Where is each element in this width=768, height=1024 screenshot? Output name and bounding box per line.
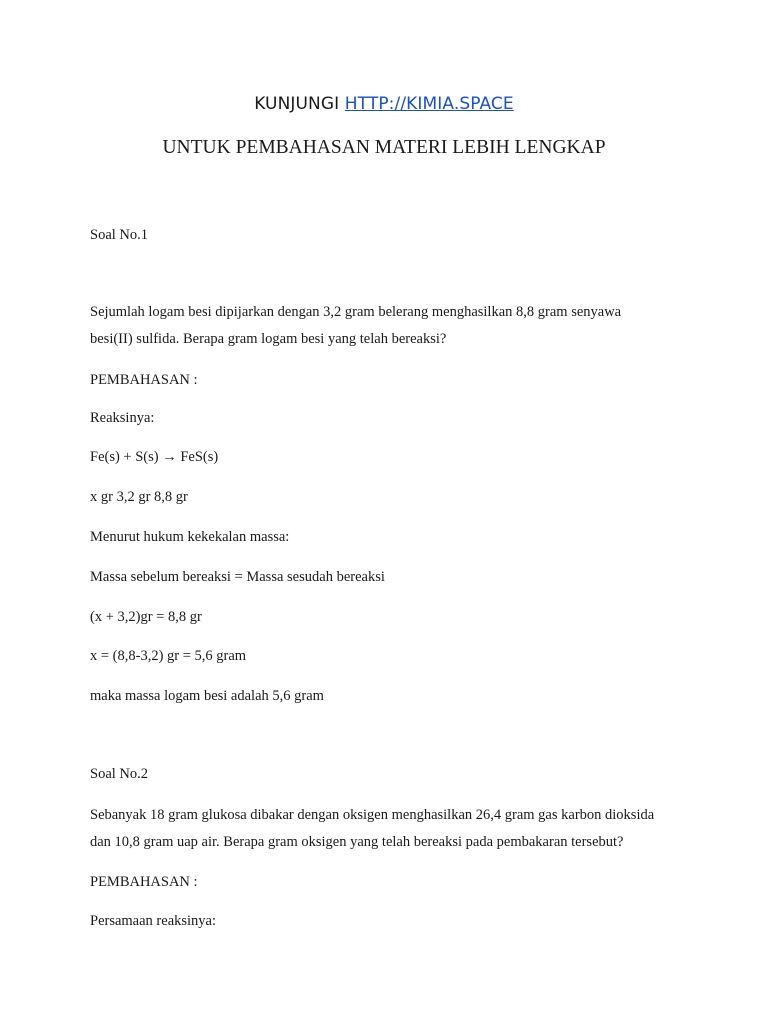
soal2-title: Soal No.2 bbox=[90, 766, 148, 782]
soal2-question-line1: Sebanyak 18 gram glukosa dibakar dengan oksigen menghasilkan 26,4 gram gas karbon dioksida bbox=[90, 807, 655, 823]
soal1-masses: x gr 3,2 gr 8,8 gr bbox=[90, 489, 188, 505]
soal2-pembahasan-heading: PEMBAHASAN : bbox=[90, 874, 198, 890]
soal1-conclusion: maka massa logam besi adalah 5,6 gram bbox=[90, 688, 324, 704]
website-link[interactable]: HTTP://KIMIA.SPACE bbox=[344, 94, 514, 114]
soal1-question-line1: Sejumlah logam besi dipijarkan dengan 3,2 gram belerang menghasilkan 8,8 gram senyawa bbox=[90, 304, 622, 320]
soal1-step2: x = (8,8-3,2) gr = 5,6 gram bbox=[90, 648, 247, 664]
soal1-step1: (x + 3,2)gr = 8,8 gr bbox=[90, 609, 202, 625]
soal1-title: Soal No.1 bbox=[90, 227, 148, 243]
soal2-question-line2: dan 10,8 gram uap air. Berapa gram oksigen yang telah bereaksi pada pembakaran tersebut? bbox=[90, 834, 624, 850]
soal2-question bbox=[90, 802, 690, 856]
soal1-reaction-label: Reaksinya: bbox=[90, 410, 155, 426]
soal1-question bbox=[90, 299, 690, 353]
visit-header bbox=[0, 94, 768, 114]
soal1-mass-equation: Massa sebelum bereaksi = Massa sesudah bereaksi bbox=[90, 569, 385, 585]
soal1-law: Menurut hukum kekekalan massa: bbox=[90, 529, 290, 545]
soal1-question-line2: besi(II) sulfida. Berapa gram logam besi yang telah bereaksi? bbox=[90, 331, 447, 347]
document-subtitle: UNTUK PEMBAHASAN MATERI LEBIH LENGKAP bbox=[162, 137, 606, 158]
visit-label: KUNJUNGI bbox=[254, 94, 340, 114]
soal2-reaction-label: Persamaan reaksinya: bbox=[90, 913, 217, 929]
soal1-equation: Fe(s) + S(s) → FeS(s) bbox=[90, 449, 219, 465]
soal1-pembahasan-heading: PEMBAHASAN : bbox=[90, 372, 198, 388]
